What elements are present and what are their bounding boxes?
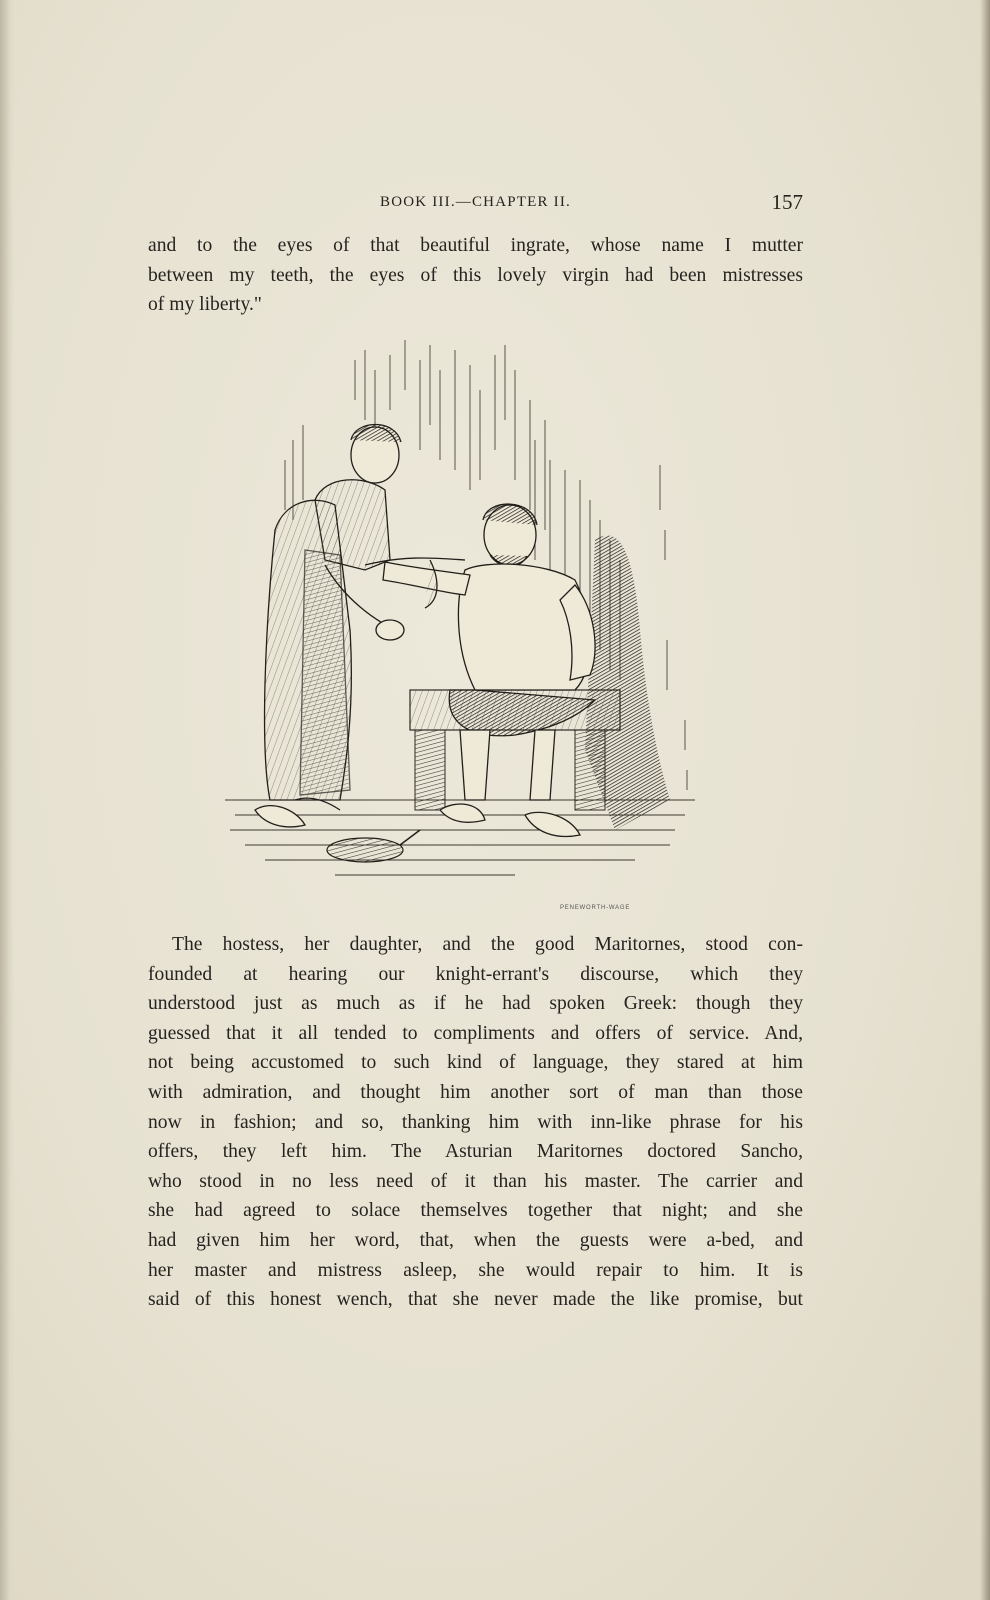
page-number: 157 bbox=[771, 190, 803, 214]
text-line: and to the eyes of that beautiful ingrate, whose name I mutter bbox=[148, 235, 803, 256]
engraving-illustration bbox=[215, 330, 725, 920]
text-line: guessed that it all tended to compliments and offers of service. And, bbox=[148, 1022, 803, 1044]
text-line: understood just as much as if he had spoken Greek: though they bbox=[148, 993, 803, 1015]
engraving-drawing bbox=[215, 330, 725, 920]
text-line: The hostess, her daughter, and the good Maritornes, stood con- bbox=[172, 934, 803, 955]
paragraph-continued bbox=[148, 231, 803, 320]
page-edge-shadow bbox=[980, 0, 990, 1600]
text-line: of my liberty." bbox=[148, 294, 262, 316]
running-header bbox=[148, 190, 803, 220]
paragraph-main bbox=[148, 930, 803, 1315]
text-line: who stood in no less need of it than his master. The carrier and bbox=[148, 1170, 803, 1192]
text-line: founded at hearing our knight-errant's discourse, which they bbox=[148, 963, 803, 985]
text-line: her master and mistress asleep, she would repair to him. It is bbox=[148, 1259, 803, 1281]
text-line: with admiration, and thought him another sort of man than those bbox=[148, 1081, 803, 1103]
text-line: not being accustomed to such kind of language, they stared at him bbox=[148, 1052, 803, 1074]
text-line: had given him her word, that, when the guests were a-bed, and bbox=[148, 1229, 803, 1251]
text-line: said of this honest wench, that she never made the like promise, but bbox=[148, 1289, 803, 1311]
engraver-signature: PENEWORTH-WAGE bbox=[560, 905, 631, 911]
text-line: between my teeth, the eyes of this lovely virgin had been mistresses bbox=[148, 264, 803, 286]
text-line: offers, they left him. The Asturian Maritornes doctored Sancho, bbox=[148, 1141, 803, 1163]
text-line: now in fashion; and so, thanking him with inn-like phrase for his bbox=[148, 1111, 803, 1133]
page-gutter-shadow bbox=[0, 0, 14, 1600]
basin-bowl bbox=[327, 830, 420, 862]
text-line: she had agreed to solace themselves together that night; and she bbox=[148, 1200, 803, 1222]
chapter-heading: BOOK III.—CHAPTER II. bbox=[379, 194, 572, 210]
